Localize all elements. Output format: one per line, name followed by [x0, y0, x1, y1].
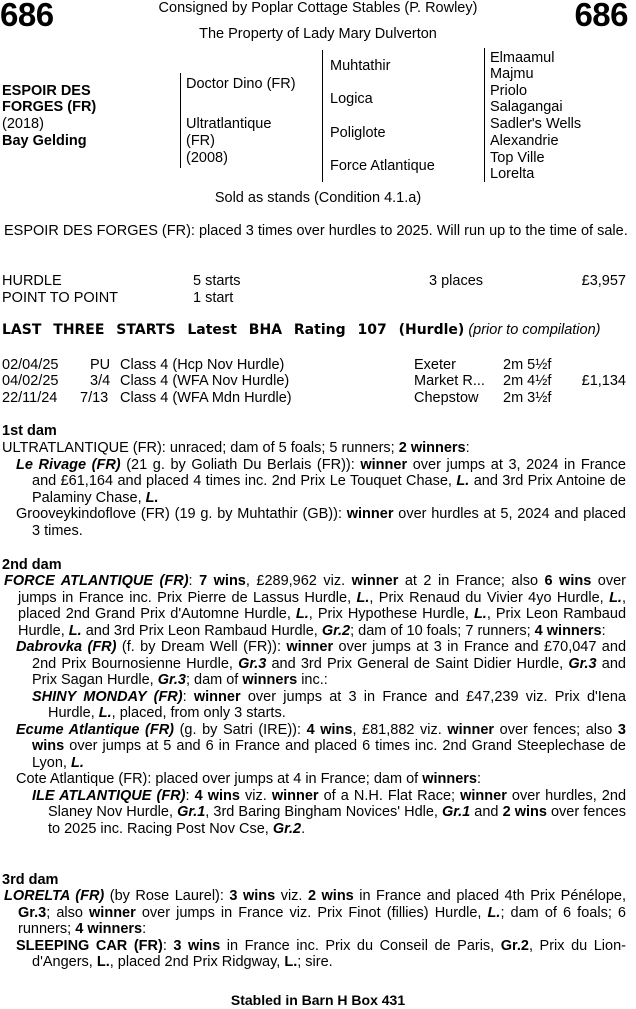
run-course: Market R...	[414, 373, 485, 389]
progeny-entry: Le Rivage (FR) (21 g. by Goliath Du Berlais (FR)): winner over jumps at 3, 2024 in France and £61,164 and placed 4 times inc. 2nd Prix Le Touquet Chase, L. and 3rd Prix Antoine de Palaminy Chase, L.	[16, 456, 626, 506]
sale-condition: Sold as stands (Condition 4.1.a)	[214, 190, 422, 206]
pedigree-gen4-4: Sadler's Wells	[490, 116, 582, 132]
run-race: Class 4 (Hcp Nov Hurdle)	[120, 357, 285, 373]
second-dam-text	[2, 573, 626, 837]
third-dam-heading: 3rd dam	[2, 872, 59, 888]
pedigree-gen4-7: Lorelta	[490, 166, 535, 182]
run-course: Chepstow	[414, 390, 479, 406]
pedigree-gen3-2: Poliglote	[330, 125, 386, 141]
run-date: 04/02/25	[2, 373, 59, 389]
pedigree-gen4-5: Alexandrie	[490, 133, 559, 149]
pedigree-sire: Doctor Dino (FR)	[186, 76, 296, 92]
first-dam-heading: 1st dam	[2, 423, 57, 439]
run-date: 02/04/25	[2, 357, 59, 373]
property-line: The Property of Lady Mary Dulverton	[199, 26, 437, 42]
pedigree-gen3-1: Logica	[330, 91, 373, 107]
run-pos: 3/4	[90, 373, 111, 389]
horse-name-line1: ESPOIR DES	[2, 83, 91, 99]
pedigree-dam-year: (2008)	[186, 150, 228, 166]
run-pos: 7/13	[80, 390, 109, 406]
second-dam-heading: 2nd dam	[2, 557, 62, 573]
run-row	[2, 390, 628, 407]
record-starts: 5 starts	[193, 273, 241, 289]
stabling-footer: Stabled in Barn H Box 431	[230, 992, 406, 1008]
third-dam-text	[2, 888, 626, 971]
summary: ESPOIR DES FORGES (FR): placed 3 times over hurdles to 2025. Will run up to the time of sale.	[4, 223, 628, 239]
progeny-entry: Ecume Atlantique (FR) (g. by Satri (IRE)): 4 wins, £81,882 viz. winner over fences; also 3 wins over jumps at 5 and 6 in France and placed 6 times inc. 2nd Grand Steeplechase de Lyon, L.	[16, 721, 626, 771]
horse-year: (2018)	[2, 116, 44, 132]
pedigree-gen4-2: Priolo	[490, 83, 528, 99]
lot-number-right: 686	[574, 0, 628, 33]
run-dist: 2m 4½f	[503, 373, 552, 389]
dam-line: FORCE ATLANTIQUE (FR): 7 wins, £289,962 viz. winner at 2 in France; also 6 wins over jumps in France inc. Prix Pierre de Lassus Hurdle, L., Prix Renaud du Vivier 4yo Hurdle, L., placed 2nd Grand Prix d'Automne Hurdle, L., Prix Hypothese Hurdle, L., Prix Leon Rambaud Hurdle, L. and 3rd Prix Leon Rambaud Hurdle, Gr.2; dam of 10 foals; 7 runners; 4 winners:	[4, 573, 627, 639]
pedigree-gen3-0: Muhtathir	[330, 58, 391, 74]
run-row	[2, 373, 628, 390]
last-three-title: LAST THREE STARTS Latest BHA Rating 107 (Hurdle)	[2, 322, 465, 338]
run-race: Class 4 (WFA Mdn Hurdle)	[120, 390, 292, 406]
record-type: POINT TO POINT	[2, 290, 119, 306]
progeny-entry: Cote Atlantique (FR): placed over jumps at 4 in France; dam of winners:	[16, 771, 482, 787]
progeny-entry: ILE ATLANTIQUE (FR): 4 wins viz. winner of a N.H. Flat Race; winner over hurdles, 2nd Slaney Nov Hurdle, Gr.1, 3rd Baring Bingham Novices' Hdle, Gr.1 and 2 wins over fences to 2025 inc. Racing Post Nov Cse, Gr.2.	[32, 787, 627, 837]
record-earnings: £3,957	[581, 273, 626, 289]
pedigree-divider-2	[322, 50, 323, 182]
lot-number-left: 686	[0, 0, 54, 33]
run-course: Exeter	[414, 357, 456, 373]
pedigree-gen4-3: Salagangai	[490, 99, 563, 115]
horse-name-line2: FORGES (FR)	[2, 99, 97, 115]
record-type: HURDLE	[2, 273, 62, 289]
record-places: 3 places	[429, 273, 484, 289]
first-dam-text	[2, 440, 626, 539]
run-row	[2, 357, 628, 374]
pedigree-divider-1	[180, 73, 181, 168]
run-prize: £1,134	[581, 373, 626, 389]
pedigree-gen4-1: Majmu	[490, 66, 534, 82]
dam-line: LORELTA (FR) (by Rose Laurel): 3 wins viz. 2 wins in France and placed 4th Prix Pénélope, Gr.3; also winner over jumps in France viz. Prix Finot (fillies) Hurdle, L.; dam of 6 foals; 6 runners; 4 winners:	[4, 888, 626, 937]
record-starts: 1 start	[193, 290, 234, 306]
pedigree-gen3-3: Force Atlantique	[330, 158, 435, 174]
run-dist: 2m 5½f	[503, 357, 552, 373]
progeny-entry: Dabrovka (FR) (f. by Dream Well (FR)): winner over jumps at 3 in France and £70,047 and 2nd Prix Bournosienne Hurdle, Gr.3 and 3rd Prix General de Saint Didier Hurdle, Gr.3 and Prix Sagan Hurdle, Gr.3; dam of winners inc.:	[16, 639, 627, 688]
consignor-line: Consigned by Poplar Cottage Stables (P. Rowley)	[158, 0, 478, 16]
progeny-entry: SHINY MONDAY (FR): winner over jumps at 3 in France and £47,239 viz. Prix d'Iena Hurdle, L., placed, from only 3 starts.	[32, 688, 626, 721]
record-row-p2p	[2, 290, 628, 307]
horse-type: Bay Gelding	[2, 133, 87, 149]
run-race: Class 4 (WFA Nov Hurdle)	[120, 373, 290, 389]
pedigree-gen4-6: Top Ville	[490, 150, 545, 166]
record-row-hurdle	[2, 273, 628, 290]
run-date: 22/11/24	[2, 390, 58, 406]
pedigree-divider-3	[484, 48, 485, 182]
last-three-heading	[2, 322, 626, 339]
dam-line: ULTRATLANTIQUE (FR): unraced; dam of 5 foals; 5 runners; 2 winners:	[2, 440, 470, 456]
progeny-entry: SLEEPING CAR (FR): 3 wins in France inc. Prix du Conseil de Paris, Gr.2, Prix du Lion-d'Angers, L., placed 2nd Prix Ridgway, L.; sire.	[16, 937, 626, 970]
pedigree-gen4-0: Elmaamul	[490, 50, 555, 66]
run-dist: 2m 3½f	[503, 390, 552, 406]
run-pos: PU	[90, 357, 111, 373]
pedigree-dam-country: (FR)	[186, 133, 215, 149]
pedigree-dam: Ultratlantique	[186, 116, 272, 132]
last-three-note: (prior to compilation)	[468, 322, 601, 338]
progeny-entry: Grooveykindoflove (FR) (19 g. by Muhtathir (GB)): winner over hurdles at 5, 2024 and placed 3 times.	[16, 506, 626, 539]
